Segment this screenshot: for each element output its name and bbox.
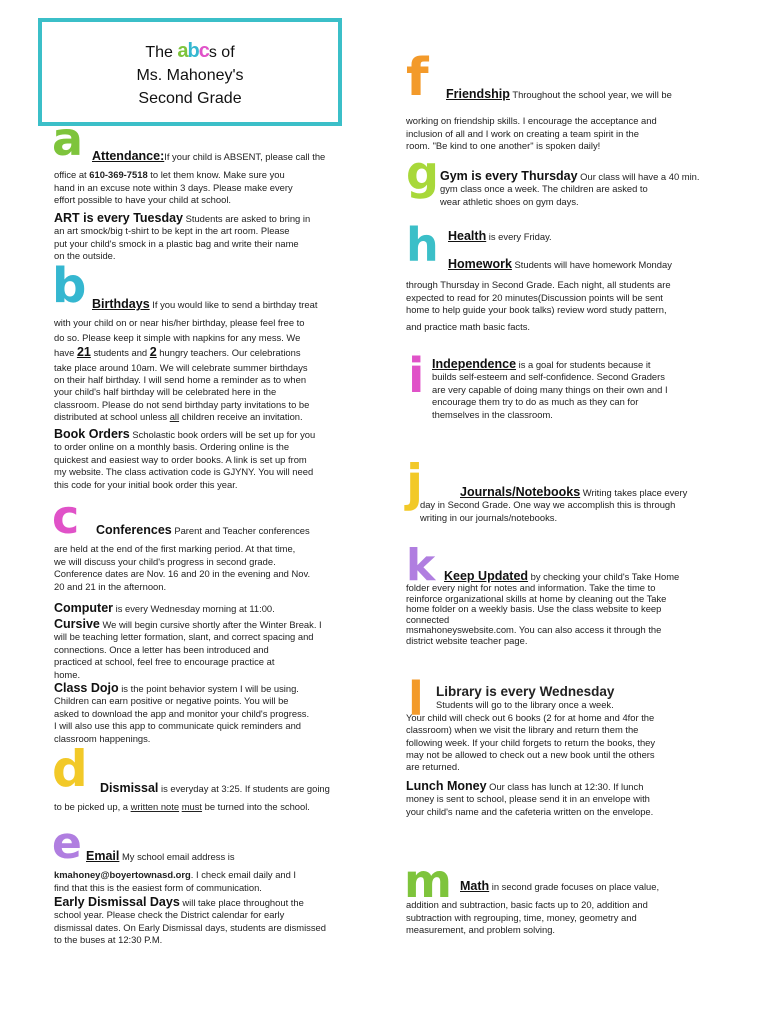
section-early-dismissal: Early Dismissal Days will take place throughout the school year. Please check the District calendar for early dismissal dates. On Early Dismissal days, students are dismissed to the buses at 12:30 P.M. <box>54 895 326 946</box>
section-health: Health is every Friday. <box>448 229 552 243</box>
section-dismissal: Dismissal is everyday at 3:25. If students are going to be picked up, a written note must be turned into the school. <box>54 781 330 813</box>
section-book-orders: Book Orders Scholastic book orders will be set up for you to order online on a monthly basis. Ordering online is the quickest and easiest way to order books. A link is set up from my website. The class activation code is GJYNY. You will need this code for your initial book order this year. <box>54 427 316 490</box>
title-box <box>38 18 342 126</box>
section-computer: Computer is every Wednesday morning at 11:00. <box>54 601 275 615</box>
section-birthdays: Birthdays If you would like to send a birthday treat with your child on or near his/her birthday, please feel free to do so. Please keep it simple with napkins for any mess. We have 21 students and 2 hungry teachers. Our celebrations take place around 10am. We will celebrate summer birthdays on their half birthday. I will send home a reminder as to when your child's half birthday will be celebrated here in the classroom. Please do not send birthday party invitations to be distributed at school unless all children receive an invitation. <box>54 297 318 423</box>
section-journals: Journals/Notebooks Writing takes place every day in Second Grade. One way we accomplish this is through writing in our journals/notebooks. <box>420 485 688 523</box>
letter-j-icon: j <box>406 454 424 512</box>
letter-b-icon: b <box>52 258 87 314</box>
website-link[interactable]: msmahoneyswebsite.com. You can also access it through the <box>406 624 662 636</box>
section-independence: Independence is a goal for students because it builds self-esteem and self-confidence. Second Graders are very capable of doing many things on their own and I encourage them try to do as much as they can for themselves in the classroom. <box>432 357 668 420</box>
section-library: Library is every Wednesday Students will go to the library once a week. Your child will check out 6 books (2 for at home and 4for the classroom) when we visit the library and return them the following week. If your child forgets to return the books, they may not be allowed to check out a new book until the others are returned. <box>406 684 656 773</box>
letter-k-icon: k <box>406 540 436 591</box>
letter-c-icon: c <box>52 490 80 544</box>
section-cursive: Cursive We will begin cursive shortly after the Winter Break. I will be teaching letter formation, slant, and correct spacing and connections. Once a letter has been introduced and practiced at school, feel free to encourage practice at home. <box>54 617 322 680</box>
page-title: The abcs of <box>145 40 235 62</box>
letter-i-icon: i <box>408 348 425 404</box>
letter-a-icon: a <box>52 112 84 166</box>
letter-e-icon: e <box>52 818 82 869</box>
email-link[interactable]: kmahoney@boyertownasd.org <box>54 869 191 881</box>
section-class-dojo: Class Dojo is the point behavior system I will be using. Children can earn positive or negative points. You will be asked to download the app and monitor your child's progress. I will also use this app to communicate quick reminders and classroom happenings. <box>54 681 310 744</box>
letter-f-icon: f <box>406 48 429 108</box>
section-conferences: Conferences Parent and Teacher conferences are held at the end of the first marking period. At that time, we will discuss your child's progress in second grade. Conference dates are Nov. 16 and 20 in the evening and Nov. 20 and 21 in the afternoon. <box>54 523 311 592</box>
title-line2: Ms. Mahoney's <box>136 67 244 84</box>
section-art: ART is every Tuesday Students are asked to bring in an art smock/big t-shirt to be kept in the art room. Please put your child's smock in a plastic bag and write their name on the outside. <box>54 211 311 262</box>
title-line3: Second Grade <box>138 90 242 107</box>
letter-g-icon: g <box>406 146 439 200</box>
letter-l-icon: l <box>408 672 424 726</box>
section-homework: Homework Students will have homework Monday through Thursday in Second Grade. Each night, all students are expected to read for 20 minutes(Discussion points will be sent home to help guide your book talks) review word study pattern, and practice math basic facts. <box>406 257 672 332</box>
section-lunch-money: Lunch Money Our class has lunch at 12:30. If lunch money is sent to school, please send it in an envelope with your child's name and the cafeteria written on the envelope. <box>406 779 654 817</box>
letter-d-icon: d <box>52 740 88 798</box>
section-gym: Gym is every Thursday Our class will have a 40 min. gym class once a week. The children are asked to wear athletic shoes on gym days. <box>440 169 700 207</box>
letter-m-icon: m <box>404 854 452 908</box>
letter-h-icon: h <box>406 218 439 272</box>
section-friendship: Friendship Throughout the school year, we will be working on friendship skills. I encourage the acceptance and inclusion of all and I work on creating a team spirit in the room. "Be kind to one another" is spoken daily! <box>406 87 672 152</box>
section-keep-updated: Keep Updated by checking your child's Take Home folder every night for notes and information. Take the time to reinforce organizational skills at home by cleaning out the Take home folder on a weekly basis. Use the class website to keep connected msmahoneyswebsite.com. You can also access it through the district website teacher page. <box>406 570 728 646</box>
section-math: Math in second grade focuses on place value, addition and subtraction, basic facts up to 20, addition and subtraction with regrouping, time, money, geometry and measurement, and problem solving. <box>406 879 660 936</box>
section-attendance: Attendance:If your child is ABSENT, please call the office at 610-369-7518 to let them know. Make sure you hand in an excuse note within 3 days. Please make every effort possible to have your child at school. <box>54 149 326 206</box>
section-email: Email My school email address is kmahoney@boyertownasd.org. I check email daily and I find that this is the easiest form of communication. <box>54 849 297 893</box>
abc-logo: abc <box>177 40 209 62</box>
